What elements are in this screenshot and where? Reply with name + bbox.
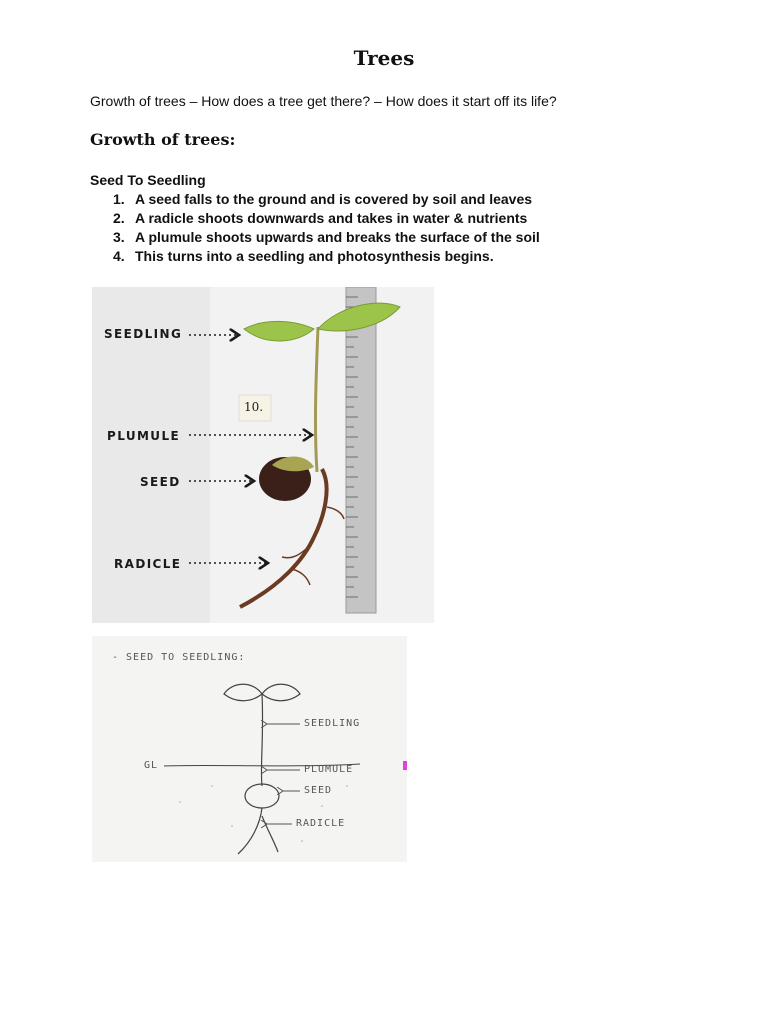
tag-number: 10. (244, 400, 264, 414)
list-item (113, 190, 540, 209)
sketch-leaf-right (262, 684, 300, 701)
step-number: 1. (113, 191, 125, 207)
sketch-stem (261, 694, 262, 786)
ruler (346, 287, 376, 613)
sketch-label-radicle: RADICLE (296, 818, 346, 829)
seedling-photo (92, 287, 434, 623)
sketch-root (262, 816, 278, 852)
steps-list (113, 190, 540, 266)
sketch-label-seed: SEED (304, 785, 333, 796)
list-item (113, 228, 540, 247)
step-text: This turns into a seedling and photosynthesis begins. (135, 248, 494, 264)
sketch-label-plumule: PLUMULE (304, 764, 354, 775)
sketch-leaf-left (224, 684, 262, 701)
list-item (113, 209, 540, 228)
step-text: A seed falls to the ground and is covered by soil and leaves (135, 191, 533, 207)
seedling-sketch (92, 636, 407, 862)
sketch-seed (245, 784, 279, 808)
sketch-label-gl: GL (144, 760, 159, 771)
photo-backdrop (210, 287, 434, 623)
intro-text: Growth of trees – How does a tree get there? – How does it start off its life? (90, 93, 557, 109)
sketch-label-seedling: SEEDLING (304, 718, 361, 729)
seedling-sketch-graphic (92, 636, 407, 862)
page-title: Trees (353, 46, 415, 70)
step-number: 2. (113, 210, 125, 226)
sketch-title: - SEED TO SEEDLING: (112, 652, 246, 663)
label-seed: SEED (140, 475, 181, 489)
pink-marker (403, 761, 407, 770)
list-item (113, 247, 540, 266)
step-number: 3. (113, 229, 125, 245)
sketch-root (238, 808, 262, 854)
label-seedling: SEEDLING (104, 327, 183, 341)
label-plumule: PLUMULE (107, 429, 181, 443)
subheading: Seed To Seedling (90, 172, 206, 188)
label-radicle: RADICLE (114, 557, 182, 571)
section-heading: Growth of trees: (90, 130, 236, 149)
step-number: 4. (113, 248, 125, 264)
step-text: A radicle shoots downwards and takes in water & nutrients (135, 210, 528, 226)
step-text: A plumule shoots upwards and breaks the surface of the soil (135, 229, 540, 245)
